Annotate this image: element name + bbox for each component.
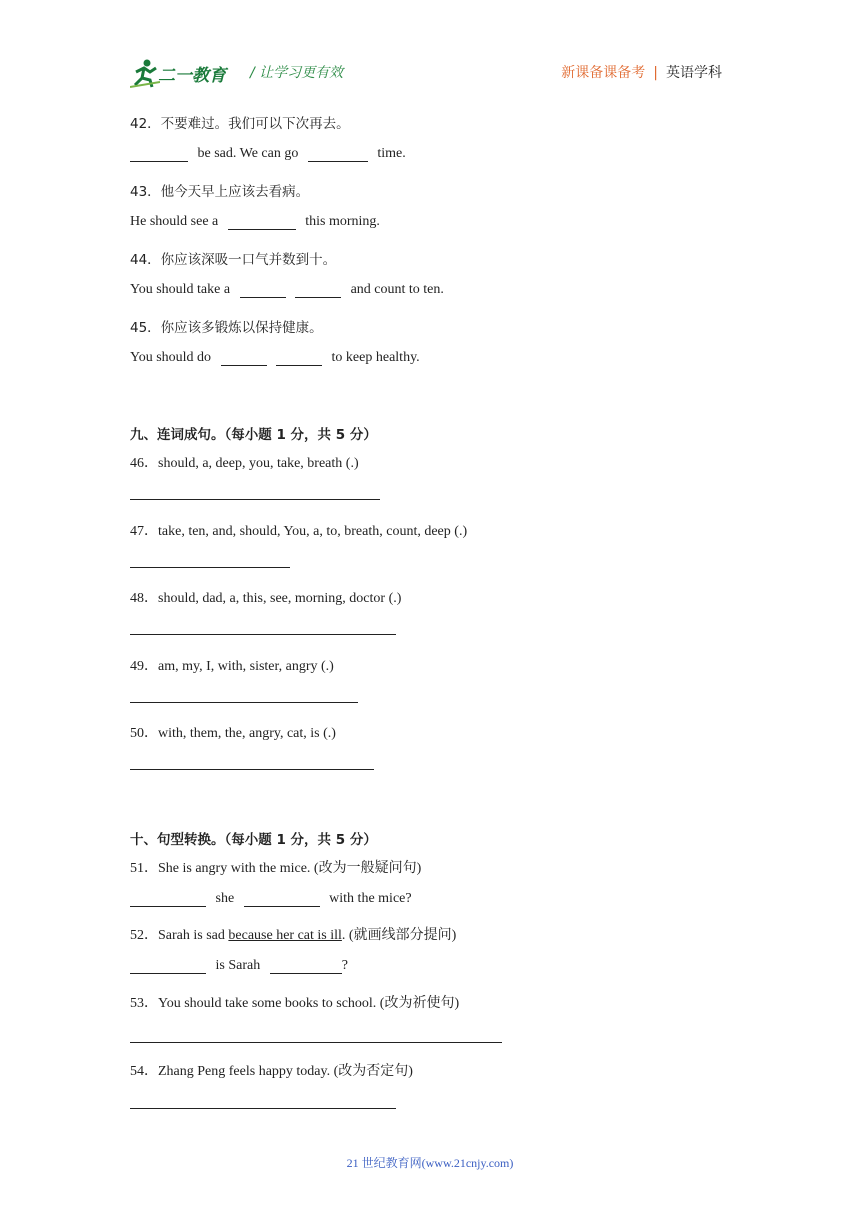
q52-text-pre: 52．Sarah is sad	[130, 928, 229, 943]
q52-underlined-phrase: because her cat is ill	[228, 928, 342, 943]
q44-blank-1[interactable]	[240, 283, 286, 298]
q43-text-b: this morning.	[305, 214, 380, 229]
q46-prompt: 46．should, a, deep, you, take, breath (.)	[130, 456, 359, 471]
q42-blank-2[interactable]	[308, 147, 368, 162]
logo-text: 二一教育	[158, 66, 226, 86]
q45-text-b: to keep healthy.	[331, 350, 420, 365]
q42-text-a: be sad. We can go	[197, 146, 299, 161]
q51-answer-line	[130, 891, 412, 907]
header-tag	[561, 62, 722, 82]
q51-blank-2[interactable]	[244, 892, 320, 907]
q48-prompt: 48．should, dad, a, this, see, morning, doctor (.)	[130, 591, 402, 606]
q52-prompt	[130, 924, 456, 944]
section-10-title: 十、句型转换。（每小题 1 分，共 5 分）	[130, 832, 377, 848]
q53-prompt: 53．You should take some books to school. (改为祈使句)	[130, 996, 460, 1011]
q43-answer-line	[130, 214, 380, 230]
q52-blank-2[interactable]	[270, 959, 342, 974]
q49-prompt: 49．am, my, I, with, sister, angry (.)	[130, 659, 334, 674]
slogan: / 让学习更有效	[250, 65, 344, 81]
q46-answer-line[interactable]	[130, 498, 380, 500]
tag-separator: |	[653, 65, 658, 81]
q47-answer-line[interactable]	[130, 566, 290, 568]
logo	[130, 56, 240, 90]
q45-text-a: You should do	[130, 350, 212, 365]
q51-text-b: with the mice?	[329, 891, 412, 906]
q50-answer-line[interactable]	[130, 768, 374, 770]
q45-answer-line	[130, 350, 420, 366]
q44-prompt: 44．你应该深吸一口气并数到十。	[130, 252, 337, 268]
q44-text-b: and count to ten.	[350, 282, 444, 297]
q45-blank-2[interactable]	[276, 351, 322, 366]
q42-prompt: 42．不要难过。我们可以下次再去。	[130, 116, 350, 132]
q52-text-post: . (就画线部分提问)	[341, 928, 457, 943]
tag-course: 新课备课备考	[561, 65, 646, 81]
q51-text-a: she	[215, 891, 235, 906]
q50-prompt: 50．with, them, the, angry, cat, is (.)	[130, 726, 336, 741]
tag-subject: 英语学科	[666, 65, 722, 81]
q49-answer-line[interactable]	[130, 701, 358, 703]
q51-blank-1[interactable]	[130, 892, 206, 907]
q44-blank-2[interactable]	[295, 283, 341, 298]
q48-answer-line[interactable]	[130, 633, 396, 635]
q43-text-a: He should see a	[130, 214, 219, 229]
q42-answer-line	[130, 146, 406, 162]
page-header	[130, 56, 730, 90]
q52-text-b: ?	[341, 958, 348, 973]
q54-answer-line[interactable]	[130, 1107, 396, 1109]
q44-text-a: You should take a	[130, 282, 231, 297]
q52-answer-line	[130, 958, 348, 974]
q47-prompt: 47．take, ten, and, should, You, a, to, breath, count, deep (.)	[130, 524, 468, 539]
q52-text-a: is Sarah	[215, 958, 261, 973]
q42-blank-1[interactable]	[130, 147, 188, 162]
q43-blank-1[interactable]	[228, 215, 296, 230]
q42-text-b: time.	[377, 146, 406, 161]
runner-logo-icon	[130, 58, 160, 88]
q44-answer-line	[130, 282, 444, 298]
q53-answer-line[interactable]	[130, 1041, 502, 1043]
section-9-title: 九、连词成句。（每小题 1 分，共 5 分）	[130, 427, 377, 443]
q51-prompt: 51．She is angry with the mice. (改为一般疑问句)	[130, 861, 422, 876]
q43-prompt: 43．他今天早上应该去看病。	[130, 184, 310, 200]
q54-prompt: 54．Zhang Peng feels happy today. (改为否定句)	[130, 1064, 413, 1079]
q52-blank-1[interactable]	[130, 959, 206, 974]
q45-blank-1[interactable]	[221, 351, 267, 366]
page-footer: 21 世纪教育网(www.21cnjy.com)	[346, 1156, 514, 1170]
q45-prompt: 45．你应该多锻炼以保持健康。	[130, 320, 323, 336]
